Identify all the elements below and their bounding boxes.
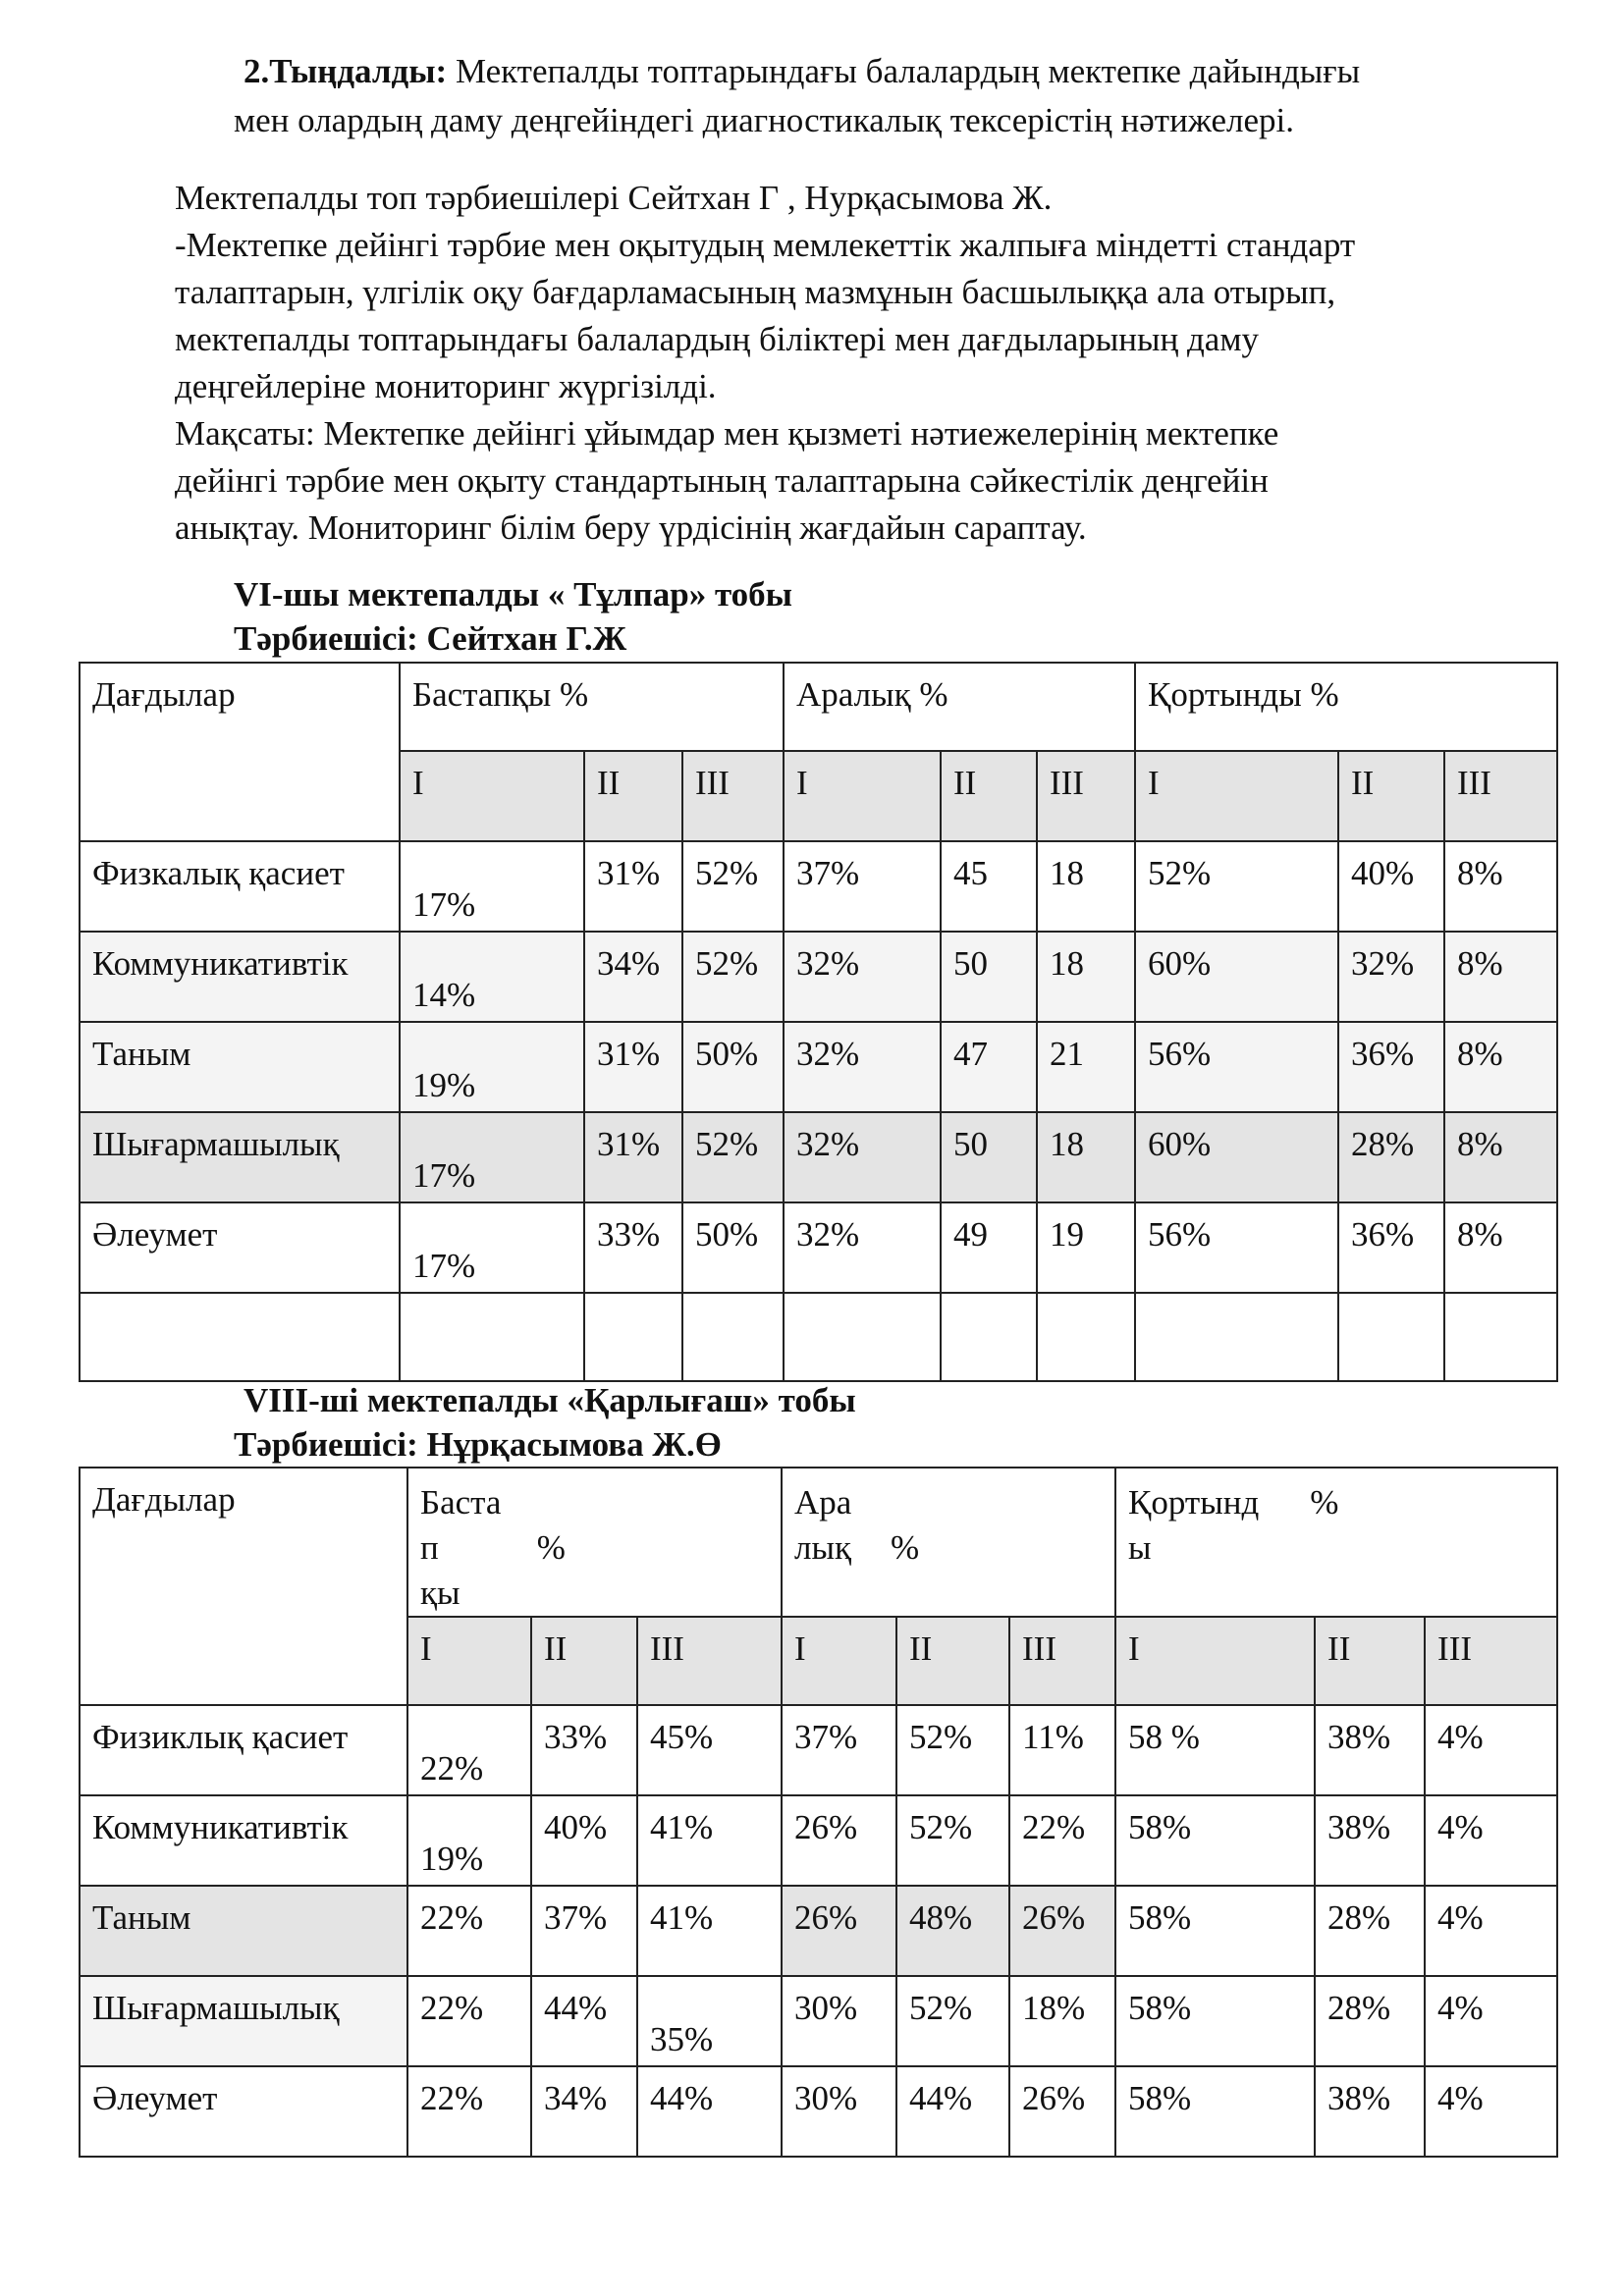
value-cell: 37% (784, 841, 941, 932)
group1-title: VI-шы мектепалды « Тұлпар» тобы (234, 575, 793, 614)
value-cell: 32% (784, 932, 941, 1022)
value-cell: 33% (531, 1705, 637, 1795)
empty-cell (1037, 1293, 1135, 1381)
value-cell: 26% (1009, 2066, 1115, 2157)
value-cell: 28% (1315, 1886, 1425, 1976)
value-cell: 33% (584, 1202, 682, 1293)
value-cell: 8% (1444, 1022, 1557, 1112)
heading-text-1: Мектепалды топтарындағы балалардың мектепке дайындығы (455, 52, 1361, 90)
skill-name: Физиклық қасиет (80, 1705, 407, 1795)
value-cell: 4% (1425, 2066, 1557, 2157)
value-cell: 45 (941, 841, 1037, 932)
intro-line: деңгейлеріне мониторинг жүргізілді. (175, 367, 717, 405)
level-cell: I (784, 751, 941, 841)
value-cell: 14% (400, 932, 584, 1022)
value-cell: 31% (584, 1112, 682, 1202)
level-cell: I (782, 1617, 896, 1705)
empty-cell (682, 1293, 784, 1381)
value-cell: 26% (782, 1795, 896, 1886)
level-cell: I (1135, 751, 1338, 841)
header-mid: Ара лық % (782, 1468, 1115, 1617)
value-cell: 40% (531, 1795, 637, 1886)
empty-row (80, 1293, 1557, 1381)
value-cell: 8% (1444, 1202, 1557, 1293)
value-cell: 37% (531, 1886, 637, 1976)
value-cell: 44% (637, 2066, 782, 2157)
level-cell: III (682, 751, 784, 841)
value-cell: 56% (1135, 1202, 1338, 1293)
value-cell: 31% (584, 1022, 682, 1112)
empty-cell (1135, 1293, 1338, 1381)
value-cell: 19 (1037, 1202, 1135, 1293)
heading-label: 2.Тыңдалды: (244, 52, 448, 90)
value-cell: 8% (1444, 841, 1557, 932)
table-row (80, 1886, 1557, 1976)
value-cell: 22% (407, 1886, 531, 1976)
value-cell: 45% (637, 1705, 782, 1795)
table-row (80, 1976, 1557, 2066)
value-cell: 28% (1338, 1112, 1444, 1202)
value-cell: 50% (682, 1022, 784, 1112)
level-cell: II (584, 751, 682, 841)
value-cell: 18 (1037, 932, 1135, 1022)
value-cell: 26% (782, 1886, 896, 1976)
value-cell: 32% (1338, 932, 1444, 1022)
level-cell: II (941, 751, 1037, 841)
group2-table (79, 1467, 1558, 2158)
empty-cell (584, 1293, 682, 1381)
value-cell: 56% (1135, 1022, 1338, 1112)
table-row (80, 932, 1557, 1022)
value-cell: 58 % (1115, 1705, 1315, 1795)
group1-table (79, 662, 1558, 1382)
value-cell: 22% (407, 2066, 531, 2157)
value-cell: 32% (784, 1202, 941, 1293)
header-start: Бастапқы % (400, 663, 784, 751)
level-cell: III (1009, 1617, 1115, 1705)
value-cell: 21 (1037, 1022, 1135, 1112)
value-cell: 50% (682, 1202, 784, 1293)
value-cell: 41% (637, 1886, 782, 1976)
intro-line: дейінгі тәрбие мен оқыту стандартының талаптарына сәйкестілік деңгейін (175, 461, 1269, 500)
value-cell: 17% (400, 1112, 584, 1202)
group1-teacher: Тәрбиешісі: Сейтхан Г.Ж (234, 619, 627, 658)
value-cell: 38% (1315, 2066, 1425, 2157)
empty-cell (941, 1293, 1037, 1381)
level-cell: II (1315, 1617, 1425, 1705)
value-cell: 34% (584, 932, 682, 1022)
header-start: Баста п % қы (407, 1468, 782, 1617)
header-skills: Дағдылар (80, 663, 400, 841)
value-cell: 18 (1037, 841, 1135, 932)
value-cell: 52% (682, 1112, 784, 1202)
value-cell: 58% (1115, 1976, 1315, 2066)
level-cell: I (400, 751, 584, 841)
value-cell: 37% (782, 1705, 896, 1795)
level-cell: II (1338, 751, 1444, 841)
skill-name: Таным (80, 1886, 407, 1976)
empty-cell (784, 1293, 941, 1381)
value-cell: 40% (1338, 841, 1444, 932)
level-cell: I (1115, 1617, 1315, 1705)
empty-cell (400, 1293, 584, 1381)
value-cell: 22% (1009, 1795, 1115, 1886)
intro-line: Мақсаты: Мектепке дейінгі ұйымдар мен қызметі нәтиежелерінің мектепке (175, 414, 1279, 453)
intro-line: талаптарын, үлгілік оқу бағдарламасының мазмұнын басшылыққа ала отырып, (175, 273, 1336, 311)
empty-cell (1338, 1293, 1444, 1381)
header-final: Қортынд % ы (1115, 1468, 1557, 1617)
value-cell: 44% (531, 1976, 637, 2066)
value-cell: 11% (1009, 1705, 1115, 1795)
table-row (80, 1795, 1557, 1886)
value-cell: 50 (941, 1112, 1037, 1202)
value-cell: 52% (682, 932, 784, 1022)
heading-line-1 (244, 47, 1360, 96)
heading-text-2: мен олардың даму деңгейіндегі диагностикалық тексерістің нәтижелері. (234, 101, 1295, 139)
table-row (80, 841, 1557, 932)
skill-name: Коммуникативтік (80, 1795, 407, 1886)
value-cell: 52% (896, 1705, 1009, 1795)
value-cell: 52% (896, 1795, 1009, 1886)
value-cell: 44% (896, 2066, 1009, 2157)
value-cell: 50 (941, 932, 1037, 1022)
intro-line: анықтау. Мониторинг білім беру үрдісінің жағдайын сараптау. (175, 508, 1087, 547)
skill-name: Таным (80, 1022, 400, 1112)
intro-line: мектепалды топтарындағы балалардың біліктері мен дағдыларының даму (175, 320, 1259, 358)
value-cell: 22% (407, 1976, 531, 2066)
value-cell: 32% (784, 1022, 941, 1112)
group2-teacher: Тәрбиешісі: Нұрқасымова Ж.Ө (234, 1425, 722, 1464)
value-cell: 18 (1037, 1112, 1135, 1202)
table-row (80, 1202, 1557, 1293)
level-cell: III (1425, 1617, 1557, 1705)
value-cell: 58% (1115, 2066, 1315, 2157)
value-cell: 4% (1425, 1795, 1557, 1886)
skill-name: Шығармашылық (80, 1976, 407, 2066)
header-mid: Аралық % (784, 663, 1135, 751)
empty-cell (80, 1293, 400, 1381)
intro-line: Мектепалды топ тәрбиешілері Сейтхан Г , Нурқасымова Ж. (175, 179, 1053, 217)
table-row (80, 1022, 1557, 1112)
skill-name: Физкалық қасиет (80, 841, 400, 932)
value-cell: 18% (1009, 1976, 1115, 2066)
level-cell: III (637, 1617, 782, 1705)
intro-paragraph (175, 175, 1355, 552)
value-cell: 28% (1315, 1976, 1425, 2066)
value-cell: 19% (407, 1795, 531, 1886)
value-cell: 17% (400, 841, 584, 932)
level-cell: I (407, 1617, 531, 1705)
header-skills: Дағдылар (80, 1468, 407, 1705)
level-cell: II (896, 1617, 1009, 1705)
table-row (80, 1705, 1557, 1795)
level-cell: II (531, 1617, 637, 1705)
value-cell: 52% (896, 1976, 1009, 2066)
value-cell: 47 (941, 1022, 1037, 1112)
value-cell: 58% (1115, 1795, 1315, 1886)
value-cell: 17% (400, 1202, 584, 1293)
value-cell: 58% (1115, 1886, 1315, 1976)
value-cell: 38% (1315, 1705, 1425, 1795)
value-cell: 60% (1135, 932, 1338, 1022)
value-cell: 41% (637, 1795, 782, 1886)
value-cell: 22% (407, 1705, 531, 1795)
value-cell: 48% (896, 1886, 1009, 1976)
value-cell: 4% (1425, 1705, 1557, 1795)
header-final: Қортынды % (1135, 663, 1557, 751)
value-cell: 30% (782, 2066, 896, 2157)
value-cell: 19% (400, 1022, 584, 1112)
group2-title: VIII-ші мектепалды «Қарлығаш» тобы (244, 1381, 856, 1419)
value-cell: 4% (1425, 1886, 1557, 1976)
value-cell: 52% (1135, 841, 1338, 932)
value-cell: 60% (1135, 1112, 1338, 1202)
value-cell: 52% (682, 841, 784, 932)
value-cell: 34% (531, 2066, 637, 2157)
skill-name: Әлеумет (80, 1202, 400, 1293)
skill-name: Шығармашылық (80, 1112, 400, 1202)
value-cell: 8% (1444, 1112, 1557, 1202)
table-row (80, 2066, 1557, 2157)
value-cell: 26% (1009, 1886, 1115, 1976)
empty-cell (1444, 1293, 1557, 1381)
table-row (80, 1112, 1557, 1202)
value-cell: 4% (1425, 1976, 1557, 2066)
value-cell: 32% (784, 1112, 941, 1202)
value-cell: 38% (1315, 1795, 1425, 1886)
value-cell: 31% (584, 841, 682, 932)
value-cell: 36% (1338, 1022, 1444, 1112)
level-cell: III (1037, 751, 1135, 841)
value-cell: 30% (782, 1976, 896, 2066)
value-cell: 35% (637, 1976, 782, 2066)
value-cell: 8% (1444, 932, 1557, 1022)
value-cell: 36% (1338, 1202, 1444, 1293)
skill-name: Коммуникативтік (80, 932, 400, 1022)
intro-line: -Мектепке дейінгі тәрбие мен оқытудың мемлекеттік жалпыға міндетті стандарт (175, 226, 1356, 264)
skill-name: Әлеумет (80, 2066, 407, 2157)
level-cell: III (1444, 751, 1557, 841)
value-cell: 49 (941, 1202, 1037, 1293)
